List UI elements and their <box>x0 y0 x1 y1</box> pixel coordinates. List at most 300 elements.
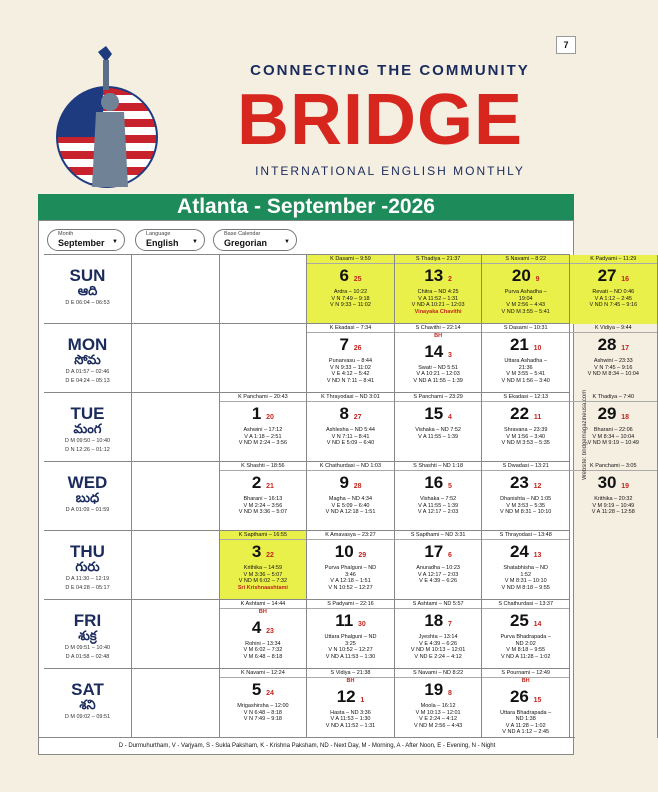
tithi: S Ashtami – ND 5:57 <box>395 600 482 609</box>
telugu-day: 10 <box>533 345 542 352</box>
panchang-line: V N 7:45 – 9:16 <box>594 364 633 371</box>
telugu-day: 2 <box>447 276 452 283</box>
day-label <box>44 393 132 462</box>
day-name: FRI <box>73 611 102 630</box>
date-number <box>482 335 569 358</box>
empty-cell <box>132 393 220 462</box>
panchang-line: Swati – ND 5:51 <box>418 364 458 371</box>
week-row-sun <box>44 254 638 323</box>
date-number <box>307 687 394 710</box>
tagline: CONNECTING THE COMMUNITY <box>250 62 530 79</box>
empty-cell <box>132 669 220 738</box>
durmuhurtham-time: D M 09:51 – 10:40 <box>64 645 111 651</box>
empty-cell <box>132 255 220 324</box>
panchang-line: V ND E 2:24 – 4:12 <box>414 653 462 660</box>
panchang-line: V A 11:28 – 12:58 <box>591 509 635 515</box>
gregorian-day: 16 <box>424 473 444 492</box>
panchang-line: Krithika – 20:32 <box>594 496 633 502</box>
date-number <box>395 266 482 289</box>
panchang-line: V E 2:24 – 4:12 <box>419 716 458 722</box>
empty-cell <box>220 255 308 324</box>
date-number <box>482 473 569 496</box>
telugu-day: 20 <box>266 414 274 421</box>
date-cell <box>307 600 395 669</box>
tithi: S Thrayodasi – 13:48 <box>482 531 569 540</box>
date-number <box>307 542 394 565</box>
date-cell <box>482 324 570 393</box>
date-number <box>307 404 394 427</box>
panchang-line: V E 5:09 – 6:40 <box>331 502 370 509</box>
date-cell <box>307 531 395 600</box>
date-number <box>220 680 307 703</box>
calendar-title: Atlanta - September -2026 <box>38 194 574 220</box>
week-row-sat <box>44 668 570 737</box>
gregorian-day: 19 <box>424 680 444 699</box>
brand-logo-text: BRIDGE <box>236 80 524 160</box>
empty-cell <box>220 324 308 393</box>
day-name: TUE <box>70 404 105 423</box>
telugu-day: 16 <box>621 276 630 283</box>
day-label <box>44 324 132 393</box>
panchang-line: V M 3:36 – 5:07 <box>243 571 283 578</box>
date-number <box>395 542 482 565</box>
panchang-line: Bharani – 22:06 <box>593 427 633 433</box>
date-number <box>307 473 394 496</box>
chevron-down-icon: ▼ <box>192 239 198 245</box>
bh-badge: BH <box>521 678 530 684</box>
panchang-line: 1:52 <box>520 571 532 578</box>
day-label <box>44 462 132 531</box>
date-number <box>220 473 307 496</box>
telugu-day: 28 <box>353 483 362 490</box>
gregorian-day: 1 <box>251 404 262 423</box>
panchang-line: Moola – 16:12 <box>420 703 456 709</box>
day-name-telugu: శని <box>79 697 96 712</box>
panchang-line: V N 10:52 – 12:27 <box>328 647 373 653</box>
gregorian-day: 28 <box>597 335 617 354</box>
date-number <box>482 404 569 427</box>
gregorian-day: 6 <box>339 266 349 285</box>
panchang-line: Ardra – 10:22 <box>333 289 368 295</box>
gregorian-day: 4 <box>251 617 262 637</box>
gregorian-day: 10 <box>334 542 354 561</box>
panchang-line: V M 1:56 – 3:40 <box>506 433 546 440</box>
panchang-line: Magha – ND 4:34 <box>328 496 373 502</box>
date-cell <box>220 462 308 531</box>
panchang-line: Bharani – 16:13 <box>243 496 283 502</box>
date-number <box>220 404 307 427</box>
gregorian-day: 29 <box>597 404 617 423</box>
tithi: K Sapthami – 16:55 <box>220 531 307 540</box>
website-text: Website: bridgemagazineusa.com <box>582 389 588 480</box>
durmuhurtham-time: D A 01:58 – 02:48 <box>65 654 110 660</box>
day-name-telugu: గురు <box>75 559 100 574</box>
date-number <box>482 542 569 565</box>
tithi: K Navami – 12:24 <box>220 669 307 678</box>
tithi: S Shashti – ND 1:18 <box>395 462 482 471</box>
day-name-telugu: బుధ <box>75 490 100 505</box>
date-cell <box>220 531 308 600</box>
panchang-line: Ashlesha – ND 5:44 <box>326 427 375 433</box>
week-row-fri <box>44 599 570 668</box>
durmuhurtham-time: D A 01:09 – 01:59 <box>65 507 110 513</box>
tithi: K Ekadasi – 7:34 <box>307 324 394 333</box>
gregorian-day: 11 <box>335 611 354 630</box>
date-number <box>395 404 482 427</box>
date-number <box>395 680 482 703</box>
date-cell <box>482 669 570 738</box>
panchang-line: V N 9:33 – 11:02 <box>330 302 371 308</box>
date-cell <box>220 600 308 669</box>
date-cell <box>395 669 483 738</box>
gregorian-day: 17 <box>424 542 444 561</box>
day-name: THU <box>70 542 105 561</box>
date-cell <box>395 255 483 324</box>
panchang-line: V M 2:24 – 3:56 <box>243 502 283 509</box>
tithi: K Dasami – 9:59 <box>307 255 394 264</box>
panchang-line: V M 6:48 – 8:18 <box>243 653 283 660</box>
date-cell <box>307 669 395 738</box>
panchang-line: V ND M 8:34 – 10:04 <box>587 371 639 377</box>
panchang-line: Chitra – ND 4:25 <box>417 289 459 295</box>
date-cell <box>395 324 483 393</box>
tithi: K Panchami – 20:43 <box>220 393 307 402</box>
empty-cell <box>570 600 658 669</box>
gregorian-day: 13 <box>424 266 444 285</box>
panchang-line: V ND M 8:18 – 9:55 <box>501 584 550 591</box>
telugu-day: 6 <box>447 552 452 559</box>
panchang-line: Rohini – 13:34 <box>245 640 281 647</box>
gregorian-day: 23 <box>509 473 529 492</box>
tithi: S Padyami – 22:16 <box>307 600 394 609</box>
empty-cell <box>570 669 658 738</box>
panchang-line: V A 12:17 – 2:03 <box>417 509 459 515</box>
panchang-line: V ND A 12:18 – 1:51 <box>325 509 376 515</box>
tithi: S Chavithi – 22:14 <box>395 324 482 333</box>
gregorian-day: 8 <box>339 404 349 423</box>
gregorian-day: 9 <box>339 473 349 492</box>
subline: INTERNATIONAL ENGLISH MONTHLY <box>255 164 525 178</box>
telugu-day: 29 <box>358 552 367 559</box>
panchang-line: Uttara Phalguni – ND <box>324 634 377 640</box>
panchang-line: V A 11:55 – 1:39 <box>418 433 459 440</box>
panchang-line: V A 11:53 – 1:30 <box>330 716 371 722</box>
day-name: MON <box>67 335 108 354</box>
panchang-line: Uttara Ashadha – <box>504 358 547 364</box>
festival-name: Vinayaka Chavithi <box>414 308 462 315</box>
telugu-day: 7 <box>447 621 452 628</box>
panchang-line: V ND E 5:09 – 6:40 <box>326 440 375 446</box>
date-cell <box>482 255 570 324</box>
date-cell <box>482 600 570 669</box>
panchang-line: 3:46 <box>345 571 356 578</box>
panchang-line: V M 2:56 – 4:43 <box>506 302 546 308</box>
day-label <box>44 669 132 738</box>
panchang-line: V M 9:19 – 10:49 <box>592 502 635 509</box>
tithi: K Padyami – 11:29 <box>570 255 657 264</box>
bh-badge: BH <box>258 609 267 615</box>
gregorian-day: 12 <box>336 686 356 706</box>
gregorian-day: 2 <box>251 473 262 492</box>
panchang-line: V ND N 7:45 – 9:16 <box>589 302 638 308</box>
date-number <box>570 266 657 289</box>
date-cell <box>307 324 395 393</box>
panchang-line: Ashwini – 17:12 <box>243 427 283 433</box>
gregorian-day: 24 <box>509 542 529 561</box>
telugu-day: 30 <box>357 621 366 628</box>
panchang-line: V ND A 11:28 – 1:02 <box>500 653 551 660</box>
panchang-line: V A 1:12 – 2:45 <box>594 295 632 302</box>
panchang-line: Purva Phalguni – ND <box>324 565 377 571</box>
base-calendar-selector[interactable]: Base Calendar Gregorian ▼ <box>213 229 297 251</box>
tithi: S Navami – ND 8:22 <box>395 669 482 678</box>
tithi: S Dasami – 10:31 <box>482 324 569 333</box>
telugu-day: 12 <box>533 483 542 490</box>
panchang-line: V ND A 10:21 – 12:03 <box>411 302 465 308</box>
date-cell <box>220 669 308 738</box>
gregorian-day: 7 <box>339 335 349 354</box>
panchang-line: Purva Ashadha – <box>504 289 547 295</box>
durmuhurtham-time: D M 09:02 – 09:51 <box>64 714 111 720</box>
day-name-telugu: శుక్ర <box>78 628 97 643</box>
telugu-day: 14 <box>533 621 542 628</box>
date-number <box>482 611 569 634</box>
telugu-day: 3 <box>447 351 452 359</box>
date-cell <box>307 255 395 324</box>
telugu-day: 19 <box>621 483 630 490</box>
statue-of-liberty-flag-logo <box>48 42 166 192</box>
panchang-line: V ND M 2:24 – 3:56 <box>238 440 288 446</box>
panchang-line: Krithika – 14:59 <box>243 565 282 571</box>
telugu-day: 27 <box>353 414 362 421</box>
tithi: S Pournami – 12:49 <box>482 669 569 678</box>
telugu-day: 1 <box>360 696 365 704</box>
panchang-line: Jyeshta – 13:14 <box>418 634 458 640</box>
bh-badge: BH <box>434 333 443 339</box>
gregorian-day: 22 <box>510 404 530 423</box>
date-cell <box>482 393 570 462</box>
panchang-line: ND 2:02 <box>515 640 536 647</box>
panchang-line: V ND M 3:55 – 5:41 <box>501 308 550 315</box>
telugu-day: 4 <box>447 414 452 421</box>
date-cell <box>482 531 570 600</box>
date-number <box>307 266 394 289</box>
durmuhurtham-time: D E 06:04 – 06:53 <box>65 300 110 306</box>
panchang-line: V A 11:55 – 1:39 <box>418 502 459 509</box>
panchang-line: Dhanishta – ND 1:05 <box>500 496 552 502</box>
panchang-line: V ND M 9:19 – 10:49 <box>587 440 639 446</box>
date-cell <box>307 462 395 531</box>
tithi: K Vidiya – 9:44 <box>570 324 657 333</box>
tithi: S Chathurdasi – 13:37 <box>482 600 569 609</box>
panchang-line: V ND A 1:12 – 2:45 <box>502 729 550 735</box>
panchang-line: V ND A 11:53 – 1:30 <box>325 653 376 660</box>
tithi: S Thadiya – 21:37 <box>395 255 482 264</box>
panchang-line: V N 9:33 – 11:02 <box>330 364 371 371</box>
date-number <box>482 687 569 710</box>
gregorian-day: 21 <box>509 335 529 354</box>
panchang-line: V ND M 8:31 – 10:10 <box>500 509 552 515</box>
empty-cell <box>132 462 220 531</box>
date-cell <box>395 462 483 531</box>
panchang-line: V A 10:21 – 12:03 <box>416 371 460 377</box>
day-label <box>44 255 132 324</box>
panchang-line: V M 8:31 – 10:10 <box>504 578 547 584</box>
telugu-day: 26 <box>353 345 362 352</box>
tithi: K Chathurdasi – ND 1:03 <box>307 462 394 471</box>
panchang-line: V ND M 1:56 – 3:40 <box>501 377 550 384</box>
tithi: K Amavasya – 23:27 <box>307 531 394 540</box>
week-row-mon <box>44 323 639 392</box>
panchang-line: ND 1:38 <box>515 716 536 722</box>
date-cell <box>395 600 483 669</box>
telugu-day: 18 <box>621 414 630 421</box>
telugu-day: 15 <box>533 696 542 704</box>
panchang-line: Ashwini – 23:33 <box>593 358 633 364</box>
panchang-line: V N 6:48 – 8:18 <box>243 709 282 716</box>
empty-cell <box>570 531 658 600</box>
durmuhurtham-time: D E 04:28 – 05:17 <box>65 585 110 591</box>
panchang-line: V ND M 6:02 – 7:32 <box>238 578 288 584</box>
gregorian-day: 30 <box>597 473 617 492</box>
tithi: S Navami – 8:22 <box>482 255 569 264</box>
telugu-day: 22 <box>266 552 274 559</box>
panchang-line: V N 7:49 – 9:18 <box>243 716 282 722</box>
tithi: S Panchami – 23:29 <box>395 393 482 402</box>
week-row-wed <box>44 461 637 530</box>
telugu-day: 24 <box>266 690 274 697</box>
page-number: 7 <box>556 36 576 54</box>
day-label <box>44 531 132 600</box>
panchang-line: Mrigashirsha – 12:00 <box>237 703 289 709</box>
tithi: K Thadiya – 7:40 <box>570 393 657 402</box>
date-cell <box>395 531 483 600</box>
day-name-telugu: మంగ <box>73 421 102 436</box>
date-number <box>395 473 482 496</box>
panchang-line: V N 7:49 – 9:18 <box>331 295 370 302</box>
panchang-line: Vishaka – 7:52 <box>419 496 457 502</box>
day-name: SUN <box>69 266 106 285</box>
gregorian-day: 27 <box>597 266 617 285</box>
panchang-line: V E 4:39 – 6:26 <box>419 578 458 584</box>
panchang-line: Revati – ND 0:46 <box>592 289 635 295</box>
panchang-line: V M 6:02 – 7:32 <box>243 647 283 653</box>
tithi: K Ashtami – 14:44 <box>220 600 307 609</box>
panchang-line: Vishaka – ND 7:52 <box>415 427 461 433</box>
durmuhurtham-time: D A 11:30 – 12:19 <box>65 576 110 582</box>
panchang-line: V ND A 11:52 – 1:31 <box>325 722 376 729</box>
telugu-day: 23 <box>266 627 274 635</box>
telugu-day: 8 <box>447 690 452 697</box>
day-name-telugu: ఆది <box>77 283 98 298</box>
panchang-line: V ND M 3:36 – 5:07 <box>238 509 288 515</box>
telugu-day: 13 <box>533 552 542 559</box>
date-number <box>307 611 394 634</box>
day-name: SAT <box>71 680 104 699</box>
durmuhurtham-time: D E 04:24 – 05:13 <box>65 378 110 384</box>
panchang-line: V N 10:52 – 12:27 <box>328 584 373 591</box>
telugu-day: 5 <box>447 483 452 490</box>
panchang-line: 21:36 <box>518 364 533 371</box>
date-number <box>395 342 482 365</box>
telugu-day: 11 <box>533 414 542 421</box>
day-name-telugu: సోమ <box>74 352 101 367</box>
date-number <box>220 618 307 641</box>
gregorian-day: 26 <box>509 686 529 706</box>
chevron-down-icon: ▼ <box>112 239 118 245</box>
date-cell <box>307 393 395 462</box>
panchang-line: V ND M 3:53 – 5:35 <box>501 440 550 446</box>
gregorian-day: 20 <box>511 266 531 285</box>
durmuhurtham-time: D M 09:50 – 10:40 <box>64 438 111 444</box>
panchang-line: Shatabhisha – ND <box>503 565 548 571</box>
chevron-down-icon: ▼ <box>284 239 290 245</box>
panchang-line: Uttara Bhadrapada – <box>500 709 552 716</box>
panchang-line: V ND M 2:56 – 4:43 <box>413 722 463 729</box>
durmuhurtham-time: D A 01:57 – 02:46 <box>65 369 110 375</box>
gregorian-day: 14 <box>424 341 444 361</box>
panchang-line: V E 4:12 – 5:42 <box>331 371 370 377</box>
date-cell <box>220 393 308 462</box>
panchang-line: Anuradha – 10:23 <box>416 565 460 571</box>
date-number <box>220 542 307 565</box>
month-selector[interactable]: Month September ▼ <box>47 229 125 251</box>
panchang-line: Purva Bhadrapada – <box>500 634 551 640</box>
tithi: S Vidiya – 21:38 <box>307 669 394 678</box>
tithi: K Thrayodasi – ND 3:01 <box>307 393 394 402</box>
gregorian-day: 15 <box>424 404 444 423</box>
telugu-day: 17 <box>621 345 630 352</box>
legend: D - Durmuhurtham, V - Varjyam, S - Sukla Paksham, K - Krishna Paksham, ND - Next Day, M - Morning, A - After Noon, E - Evening, N - Night <box>39 737 575 754</box>
durmuhurtham-time: D N 12:26 – 01:12 <box>65 447 110 453</box>
empty-cell <box>132 531 220 600</box>
day-label <box>44 600 132 669</box>
telugu-day: 21 <box>266 483 274 490</box>
gregorian-day: 3 <box>251 542 262 561</box>
gregorian-day: 5 <box>251 680 262 699</box>
panchang-line: V ND A 11:55 – 1:39 <box>413 377 463 384</box>
panchang-line: V M 3:55 – 5:41 <box>506 371 546 377</box>
panchang-line: V N 7:11 – 8:41 <box>331 433 370 440</box>
day-name: WED <box>67 473 108 492</box>
tithi: S Sapthami – ND 3:31 <box>395 531 482 540</box>
panchang-line: V ND M 10:13 – 12:01 <box>410 647 466 653</box>
panchang-line: 19:04 <box>518 295 533 302</box>
empty-cell <box>132 324 220 393</box>
festival-name: Sri Krishnaashtami <box>237 584 288 591</box>
date-number <box>395 611 482 634</box>
language-selector[interactable]: Language English ▼ <box>135 229 205 251</box>
panchang-line: V A 12:17 – 2:03 <box>417 571 459 578</box>
date-cell <box>395 393 483 462</box>
panchang-line: V ND N 7:11 – 8:41 <box>326 377 375 384</box>
panchang-line: V E 4:39 – 6:26 <box>419 640 458 647</box>
panchang-line: 3:25 <box>345 640 356 647</box>
empty-cell <box>132 600 220 669</box>
date-number <box>482 266 569 289</box>
week-row-thu <box>44 530 570 599</box>
telugu-day: 9 <box>535 276 540 283</box>
telugu-day: 25 <box>353 276 362 283</box>
panchang-line: Shravana – 23:39 <box>503 427 548 433</box>
bh-badge: BH <box>346 678 355 684</box>
panchang-line: V M 3:53 – 5:35 <box>506 502 546 509</box>
date-cell <box>482 462 570 531</box>
panchang-line: V M 8:34 – 10:04 <box>592 433 635 440</box>
panchang-line: V A 11:52 – 1:31 <box>418 295 459 302</box>
panchang-line: V A 11:28 – 1:02 <box>505 722 546 729</box>
gregorian-day: 18 <box>424 611 444 630</box>
